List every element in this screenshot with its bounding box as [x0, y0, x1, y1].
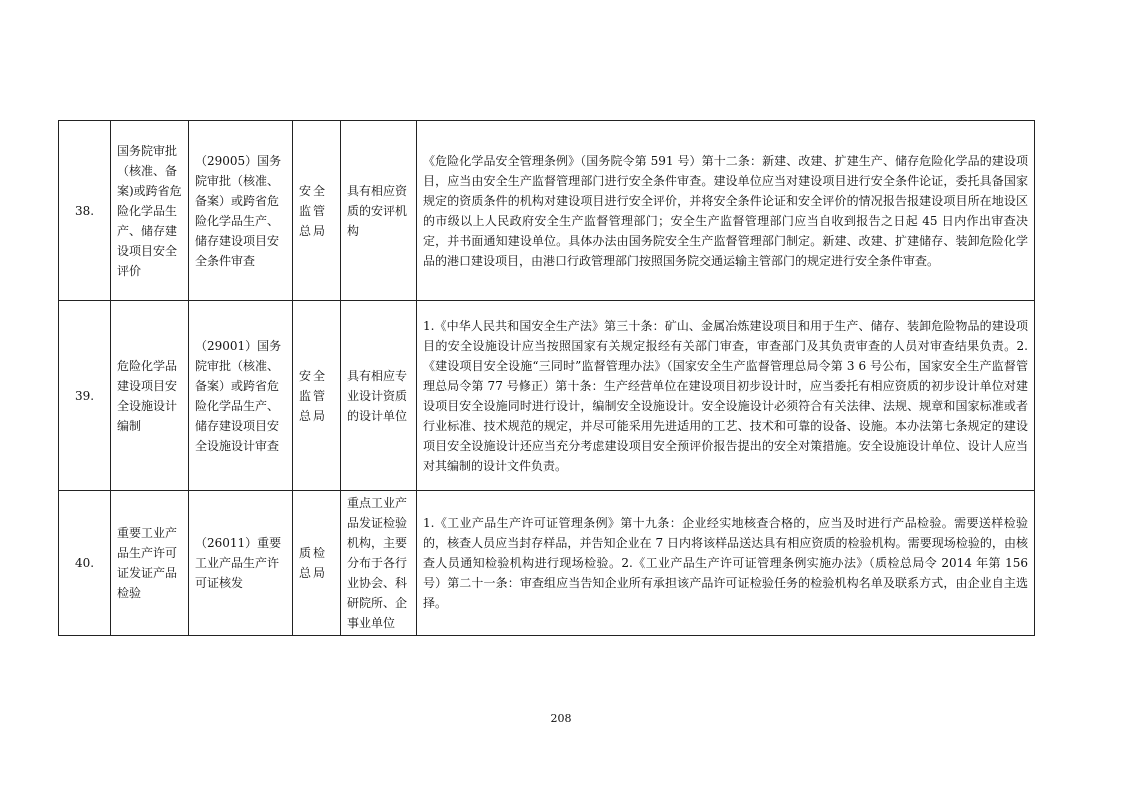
department: 安全监管总局: [293, 301, 341, 491]
approval-item: （29005）国务院审批（核准、备案）或跨省危险化学品生产、储存建设项目安全条件审查: [189, 121, 293, 301]
service-item-name: 危险化学品建设项目安全设施设计编制: [111, 301, 189, 491]
legal-basis: 1.《中华人民共和国安全生产法》第三十条：矿山、金属冶炼建设项目和用于生产、储存、装卸危险物品的建设项目的安全设施设计应当按照国家有关规定报经有关部门审查，审查部门及其负责审查的人员对审查结果负责。2.《建设项目安全设施“三同时”监督管理办法》（国家安全生产监督管理总局令第 3 6 号公布，国家安全生产监督管理总局令第 77 号修正）第十条：生产经营单位在建设项目初步设计时，应当委托有相应资质的初步设计单位对建设项目安全设施同时进行设计，编制安全设施设计。安全设施设计必须符合有关法律、法规、规章和国家标准或者行业标准、技术规范的规定，并尽可能采用先进适用的工艺、技术和可靠的设备、设施。本办法第七条规定的建设项目安全设施设计还应当充分考虑建设项目安全预评价报告提出的安全对策措施。安全设施设计单位、设计人应当对其编制的设计文件负责。: [417, 301, 1035, 491]
legal-basis: 《危险化学品安全管理条例》（国务院令第 591 号）第十二条：新建、改建、扩建生产、储存危险化学品的建设项目，应当由安全生产监督管理部门进行安全条件审查。建设单位应当对建设项目进行安全条件论证，委托具备国家规定的资质条件的机构对建设项目进行安全评价，并将安全条件论证和安全评价的情况报告报建设项目所在地设区的市级以上人民政府安全生产监督管理部门；安全生产监督管理部门应当自收到报告之日起 45 日内作出审查决定，并书面通知建设单位。具体办法由国务院安全生产监督管理部门制定。新建、改建、扩建储存、装卸危险化学品的港口建设项目，由港口行政管理部门按照国务院交通运输主管部门的规定进行安全条件审查。: [417, 121, 1035, 301]
catalog-table: [58, 120, 1035, 636]
page-number: 208: [550, 712, 572, 725]
row-number: 39.: [59, 301, 111, 491]
table-row: [59, 121, 1035, 301]
legal-basis: 1.《工业产品生产许可证管理条例》第十九条：企业经实地核查合格的，应当及时进行产品检验。需要送样检验的，核查人员应当封存样品，并告知企业在 7 日内将该样品送达具有相应资质的检验机构。需要现场检验的，由核查人员通知检验机构进行现场检验。2.《工业产品生产许可证管理条例实施办法》（质检总局令 2014 年第 156 号）第二十一条：审查组应当告知企业所有承担该产品许可证检验任务的检验机构名单及联系方式，由企业自主选择。: [417, 491, 1035, 636]
approval-item: （26011）重要工业产品生产许可证核发: [189, 491, 293, 636]
table-row: [59, 491, 1035, 636]
approval-item: （29001）国务院审批（核准、备案）或跨省危险化学品生产、储存建设项目安全设施设计审查: [189, 301, 293, 491]
service-organization: 具有相应资质的安评机构: [341, 121, 417, 301]
department: 质检总局: [293, 491, 341, 636]
department: 安全监管总局: [293, 121, 341, 301]
service-item-name: 重要工业产品生产许可证发证产品检验: [111, 491, 189, 636]
service-organization: 具有相应专业设计资质的设计单位: [341, 301, 417, 491]
service-organization: 重点工业产品发证检验机构，主要分布于各行业协会、科研院所、企事业单位: [341, 491, 417, 636]
row-number: 40.: [59, 491, 111, 636]
row-number: 38.: [59, 121, 111, 301]
service-item-name: 国务院审批（核准、备案)或跨省危险化学品生产、储存建设项目安全评价: [111, 121, 189, 301]
table-row: [59, 301, 1035, 491]
